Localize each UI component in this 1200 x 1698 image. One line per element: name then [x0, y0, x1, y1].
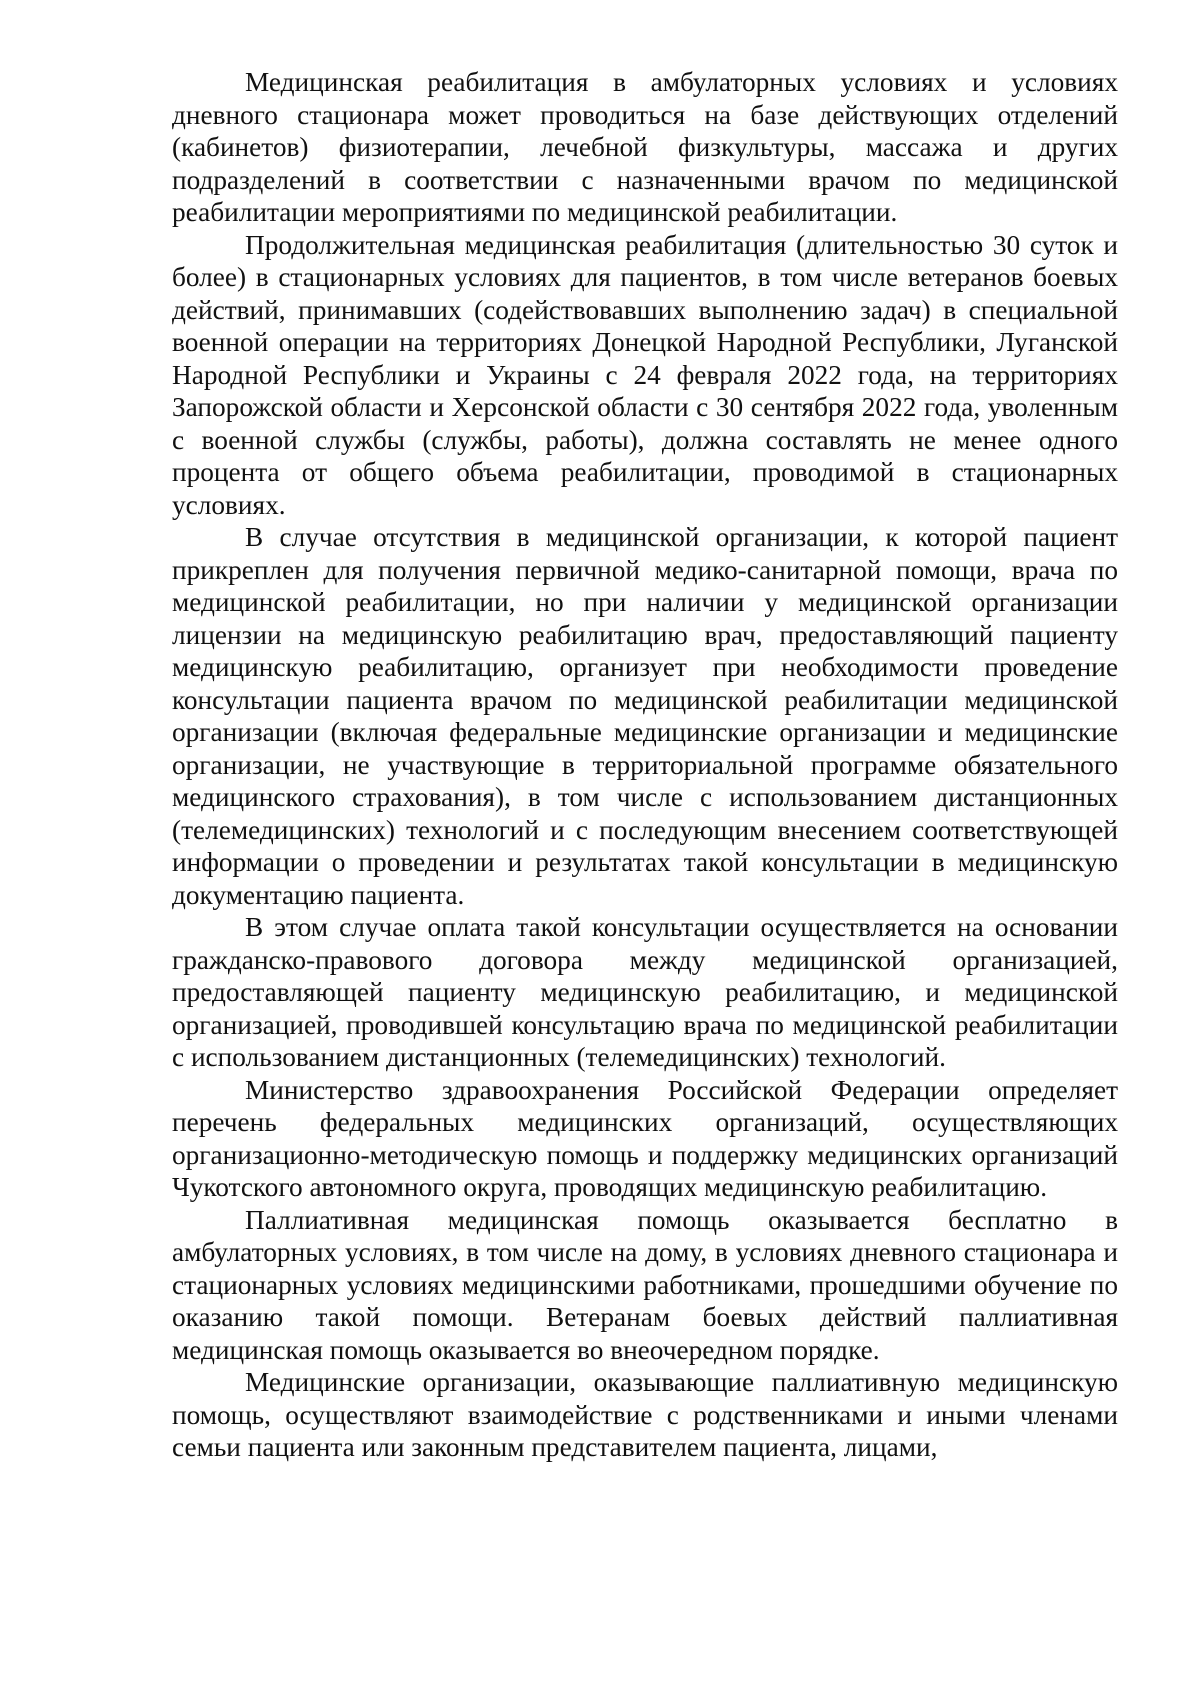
- paragraph-long-term-rehabilitation: Продолжительная медицинская реабилитация (длительностью 30 суток и более) в стационарных условиях для пациентов, в том числе ветеранов боевых действий, принимавших (содействовавших выполнению задач) в специальной военной операции на территориях Донецкой Народной Республики, Луганской Народной Республики и Украины с 24 февраля 2022 года, на территориях Запорожской области и Херсонской области с 30 сентября 2022 года, уволенным с военной службы (службы, работы), должна составлять не менее одного процента от общего объема реабилитации, проводимой в стационарных условиях.: [172, 229, 1118, 520]
- document-body: [172, 66, 1118, 1464]
- paragraph-palliative-interaction: Медицинские организации, оказывающие паллиативную медицинскую помощь, осуществляют взаимодействие с родственниками и иными членами семьи пациента или законным представителем пациента, лицами,: [172, 1367, 1118, 1462]
- paragraph-rehabilitation-outpatient: Медицинская реабилитация в амбулаторных условиях и условиях дневного стационара может проводиться на базе действующих отделений (кабинетов) физиотерапии, лечебной физкультуры, массажа и других подразделений в соответствии с назначенными врачом по медицинской реабилитации мероприятиями по медицинской реабилитации.: [172, 67, 1118, 227]
- paragraph-consultation-arrangement: В случае отсутствия в медицинской организации, к которой пациент прикреплен для получения первичной медико-санитарной помощи, врача по медицинской реабилитации, но при наличии у медицинской организации лицензии на медицинскую реабилитацию врач, предоставляющий пациенту медицинскую реабилитацию, организует при необходимости проведение консультации пациента врачом по медицинской реабилитации медицинской организации (включая федеральные медицинские организации и медицинские организации, не участвующие в территориальной программе обязательного медицинского страхования), в том числе с использованием дистанционных (телемедицинских) технологий и с последующим внесением соответствующей информации о проведении и результатах такой консультации в медицинскую документацию пациента.: [172, 522, 1118, 910]
- paragraph-consultation-payment: В этом случае оплата такой консультации осуществляется на основании гражданско-правового договора между медицинской организацией, предоставляющей пациенту медицинскую реабилитацию, и медицинской организацией, проводившей консультацию врача по медицинской реабилитации с использованием дистанционных (телемедицинских) технологий.: [172, 912, 1118, 1072]
- paragraph-palliative-care: Паллиативная медицинская помощь оказывается бесплатно в амбулаторных условиях, в том числе на дому, в условиях дневного стационара и стационарных условиях медицинскими работниками, прошедшими обучение по оказанию такой помощи. Ветеранам боевых действий паллиативная медицинская помощь оказывается во внеочередном порядке.: [172, 1204, 1118, 1365]
- paragraph-ministry-list: Министерство здравоохранения Российской Федерации определяет перечень федеральных медицинских организаций, осуществляющих организационно-методическую помощь и поддержку медицинских организаций Чукотского автономного округа, проводящих медицинскую реабилитацию.: [172, 1074, 1118, 1202]
